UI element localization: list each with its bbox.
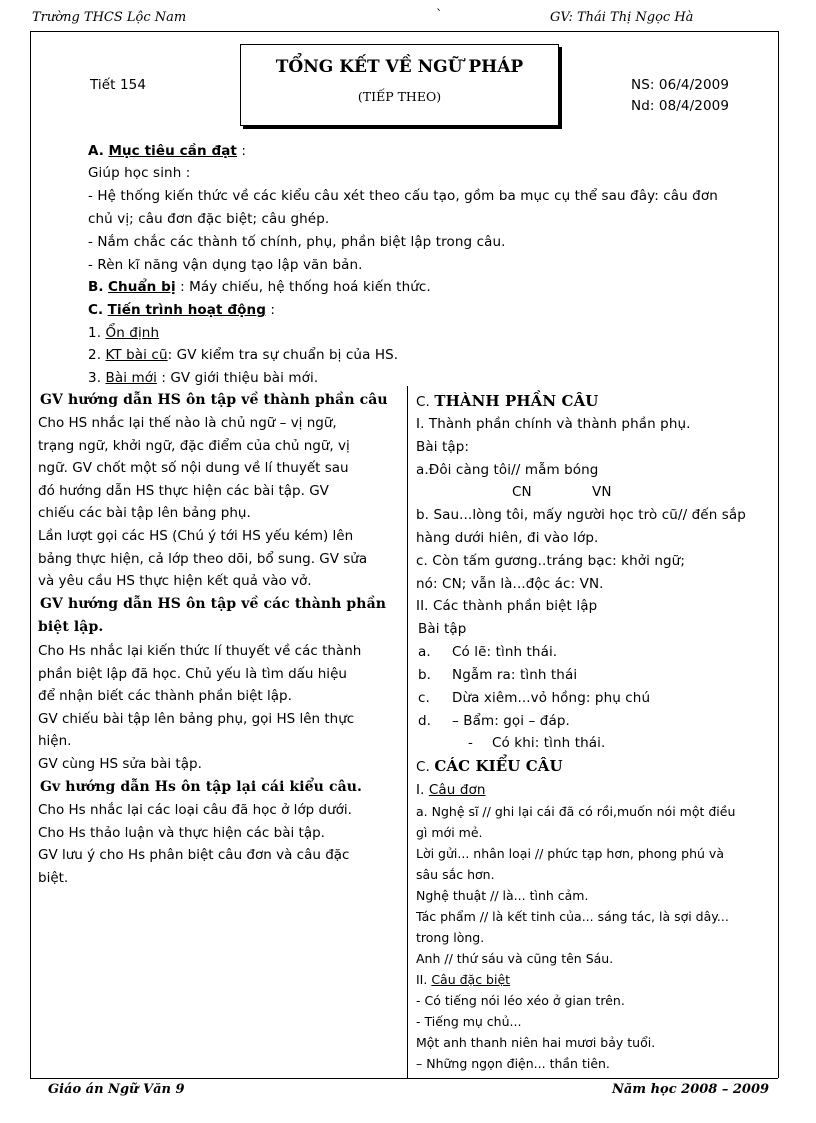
left-p1-line: Cho HS nhắc lại thế nào là chủ ngữ – vị ngữ, — [38, 415, 337, 431]
section-a-colon: : — [236, 143, 247, 159]
right-list-text: Ngẫm ra: tình thái — [452, 667, 578, 683]
step-1 — [88, 325, 159, 341]
right-section-i2-num: I. — [416, 782, 429, 798]
step-3-text: : GV giới thiệu bài mới. — [156, 370, 319, 386]
footer-left: Giáo án Ngữ Văn 9 — [48, 1082, 185, 1097]
right-list-text: Dừa xiêm...vỏ hồng: phụ chú — [452, 690, 651, 706]
lesson-title: TỔNG KẾT VỀ NGỮ PHÁP — [275, 57, 524, 77]
right-list-text: Có lẽ: tình thái. — [452, 644, 558, 660]
right-list-key: d. — [418, 713, 432, 729]
left-p3-line: Cho Hs nhắc lại các loại câu đã học ở lớp dưới. — [38, 802, 352, 818]
right-section-ii2 — [416, 969, 735, 990]
step-2-title: KT bài cũ — [105, 347, 168, 363]
left-heading-3: Gv hướng dẫn Hs ôn tập lại cái kiểu câu. — [40, 779, 362, 795]
right-heading-c2-prefix: C. — [416, 759, 430, 775]
left-heading-2b: biệt lập. — [38, 619, 104, 635]
right-section-ii: II. Các thành phần biệt lập — [416, 598, 598, 614]
page-right-border — [778, 31, 779, 1078]
school-name: Trường THCS Lộc Nam — [32, 10, 187, 25]
section-c-heading — [88, 302, 275, 318]
left-p3-line: GV lưu ý cho Hs phân biệt câu đơn và câu đặc — [38, 847, 350, 864]
right-item-a: a.Đôi càng tôi// mẫm bóng — [416, 462, 599, 478]
right-list-dash: - — [468, 735, 473, 751]
footer-rule — [30, 1078, 778, 1079]
right-simple-line: gì mới mẻ. — [416, 825, 483, 840]
right-simple-line: a. Nghệ sĩ // ghi lại cái đã có rồi,muốn nói một điều — [416, 804, 736, 819]
right-special-line: - Có tiếng nói léo xéo ở gian trên. — [416, 993, 625, 1008]
left-paragraph-1 — [38, 412, 367, 593]
right-section-ii2-title: Câu đặc biệt — [431, 972, 511, 987]
left-p1-line: Lần lượt gọi các HS (Chú ý tới HS yếu kém) lên — [38, 527, 354, 544]
objective-line-3: - Rèn kĩ năng vận dụng tạo lập văn bản. — [88, 257, 363, 273]
right-heading-c2 — [416, 757, 563, 775]
ns-date: NS: 06/4/2009 — [631, 77, 730, 93]
column-divider — [407, 386, 408, 1078]
left-heading-1: GV hướng dẫn HS ôn tập về thành phần câu — [40, 392, 388, 408]
right-section-i: I. Thành phần chính và thành phần phụ. — [416, 416, 691, 432]
step-2-num: 2. — [88, 347, 102, 363]
left-paragraph-2 — [38, 640, 361, 776]
section-b-line — [88, 279, 431, 295]
right-simple-line: Tác phẩm // là kết tinh của... sáng tác, là sợi dây... — [416, 909, 729, 924]
right-item-b: b. Sau...lòng tôi, mấy người học trò cũ// đến sắp — [416, 507, 746, 523]
right-simple-sentences — [416, 801, 735, 1074]
objectives-intro: Giúp học sinh : — [88, 165, 191, 181]
footer-right: Năm học 2008 – 2009 — [612, 1082, 770, 1097]
page-left-border — [30, 31, 31, 1078]
right-special-line: Một anh thanh niên hai mươi bảy tuổi. — [416, 1035, 656, 1050]
left-p1-line: và yêu cầu HS thực hiện kết quả vào vở. — [38, 573, 312, 590]
objective-line-2: - Nắm chắc các thành tố chính, phụ, phần biệt lập trong câu. — [88, 234, 506, 250]
right-list-item — [418, 644, 431, 660]
right-simple-line: sâu sắc hơn. — [416, 867, 495, 882]
objective-line-1b: chủ vị; câu đơn đặc biệt; câu ghép. — [88, 211, 330, 227]
header-mark: ` — [436, 8, 443, 23]
section-a-title: Mục tiêu cần đạt — [108, 143, 237, 159]
left-p2-line: GV cùng HS sửa bài tập. — [38, 755, 202, 772]
period-label: Tiết 154 — [90, 77, 147, 93]
right-list-sub: Có khi: tình thái. — [492, 735, 606, 751]
right-heading-c — [416, 392, 599, 410]
left-p1-line: đó hướng dẫn HS thực hiện các bài tập. GV — [38, 482, 329, 499]
right-simple-line: trong lòng. — [416, 930, 485, 945]
section-b-label: B. — [88, 279, 104, 295]
left-p2-line: Cho Hs nhắc lại kiến thức lí thuyết về các thành — [38, 643, 362, 659]
lesson-subtitle: (TIẾP THEO) — [357, 89, 442, 104]
right-heading-c2-text: CÁC KIỂU CÂU — [434, 757, 563, 775]
left-p1-line: bảng thực hiện, cả lớp theo dõi, bổ sung. GV sửa — [38, 550, 368, 567]
right-list-key: b. — [418, 667, 432, 683]
section-a-heading — [88, 143, 246, 159]
right-special-line: – Những ngọn điện... thần tiên. — [416, 1056, 610, 1071]
left-p1-line: trạng ngữ, khởi ngữ, đặc điểm của chủ ngữ, vị — [38, 437, 350, 454]
right-list-item — [418, 667, 431, 683]
right-vn-label: VN — [592, 484, 612, 500]
step-2-text: : GV kiểm tra sự chuẩn bị của HS. — [167, 347, 399, 363]
section-b-text: : Máy chiếu, hệ thống hoá kiến thức. — [175, 279, 431, 295]
left-p2-line: hiện. — [38, 733, 72, 750]
right-simple-line: Nghệ thuật // là... tình cảm. — [416, 888, 589, 903]
right-item-b-cont: hàng dưới hiên, đi vào lớp. — [416, 530, 599, 546]
right-list-key: c. — [418, 690, 430, 706]
section-a-label: A. — [88, 143, 105, 159]
right-simple-line: Anh // thứ sáu và cũng tên Sáu. — [416, 951, 614, 966]
right-simple-line: Lời gửi... nhân loại // phức tạp hơn, phong phú và — [416, 846, 724, 861]
nd-date: Nd: 08/4/2009 — [631, 98, 730, 114]
objective-line-1: - Hệ thống kiến thức về các kiểu câu xét theo cấu tạo, gồm ba mục cụ thể sau đây: câu đơn — [88, 188, 718, 204]
left-p3-line: biệt. — [38, 869, 69, 886]
right-heading-c-text: THÀNH PHẦN CÂU — [434, 392, 599, 410]
title-box — [240, 44, 559, 126]
left-p1-line: ngữ. GV chốt một số nội dung về lí thuyết sau — [38, 460, 349, 477]
section-b-title: Chuẩn bị — [108, 279, 176, 295]
step-3-title: Bài mới — [105, 370, 157, 386]
right-heading-c-prefix: C. — [416, 394, 430, 410]
left-p2-line: để nhận biết các thành phần biệt lập. — [38, 688, 292, 705]
header-rule — [30, 31, 778, 32]
left-p1-line: chiếu các bài tập lên bảng phụ. — [38, 505, 251, 522]
section-c-title: Tiến trình hoạt động — [107, 302, 266, 318]
step-3 — [88, 370, 318, 386]
step-3-num: 3. — [88, 370, 102, 386]
right-section-i2 — [416, 782, 486, 798]
section-c-label: C. — [88, 302, 104, 318]
left-paragraph-3 — [38, 799, 352, 889]
right-item-c-cont: nó: CN; vẫn là...độc ác: VN. — [416, 576, 604, 592]
right-list-key: a. — [418, 644, 431, 660]
right-list-text: – Bẩm: gọi – đáp. — [452, 713, 570, 729]
right-section-i2-title: Câu đơn — [428, 782, 486, 798]
left-p3-line: Cho Hs thảo luận và thực hiện các bài tập. — [38, 824, 325, 841]
left-p2-line: GV chiếu bài tập lên bảng phụ, gọi HS lên thực — [38, 710, 355, 727]
left-p2-line: phần biệt lập đã học. Chủ yếu là tìm dấu hiệu — [38, 665, 347, 682]
step-1-title: Ổn định — [105, 325, 160, 341]
left-heading-2: GV hướng dẫn HS ôn tập về các thành phần — [40, 596, 387, 612]
teacher-name: GV: Thái Thị Ngọc Hà — [550, 10, 694, 25]
right-list-item — [418, 690, 430, 706]
right-list-item — [418, 713, 431, 729]
right-cn-label: CN — [512, 484, 532, 500]
right-exercise-label: Bài tập: — [416, 439, 470, 455]
section-c-colon: : — [265, 302, 276, 318]
right-exercise-label-2: Bài tập — [418, 621, 467, 637]
right-item-c: c. Còn tấm gương..tráng bạc: khởi ngữ; — [416, 553, 685, 569]
step-2 — [88, 347, 398, 363]
step-1-num: 1. — [88, 325, 102, 341]
right-section-ii2-num: II. — [416, 972, 432, 987]
right-special-line: - Tiếng mụ chủ... — [416, 1014, 522, 1029]
